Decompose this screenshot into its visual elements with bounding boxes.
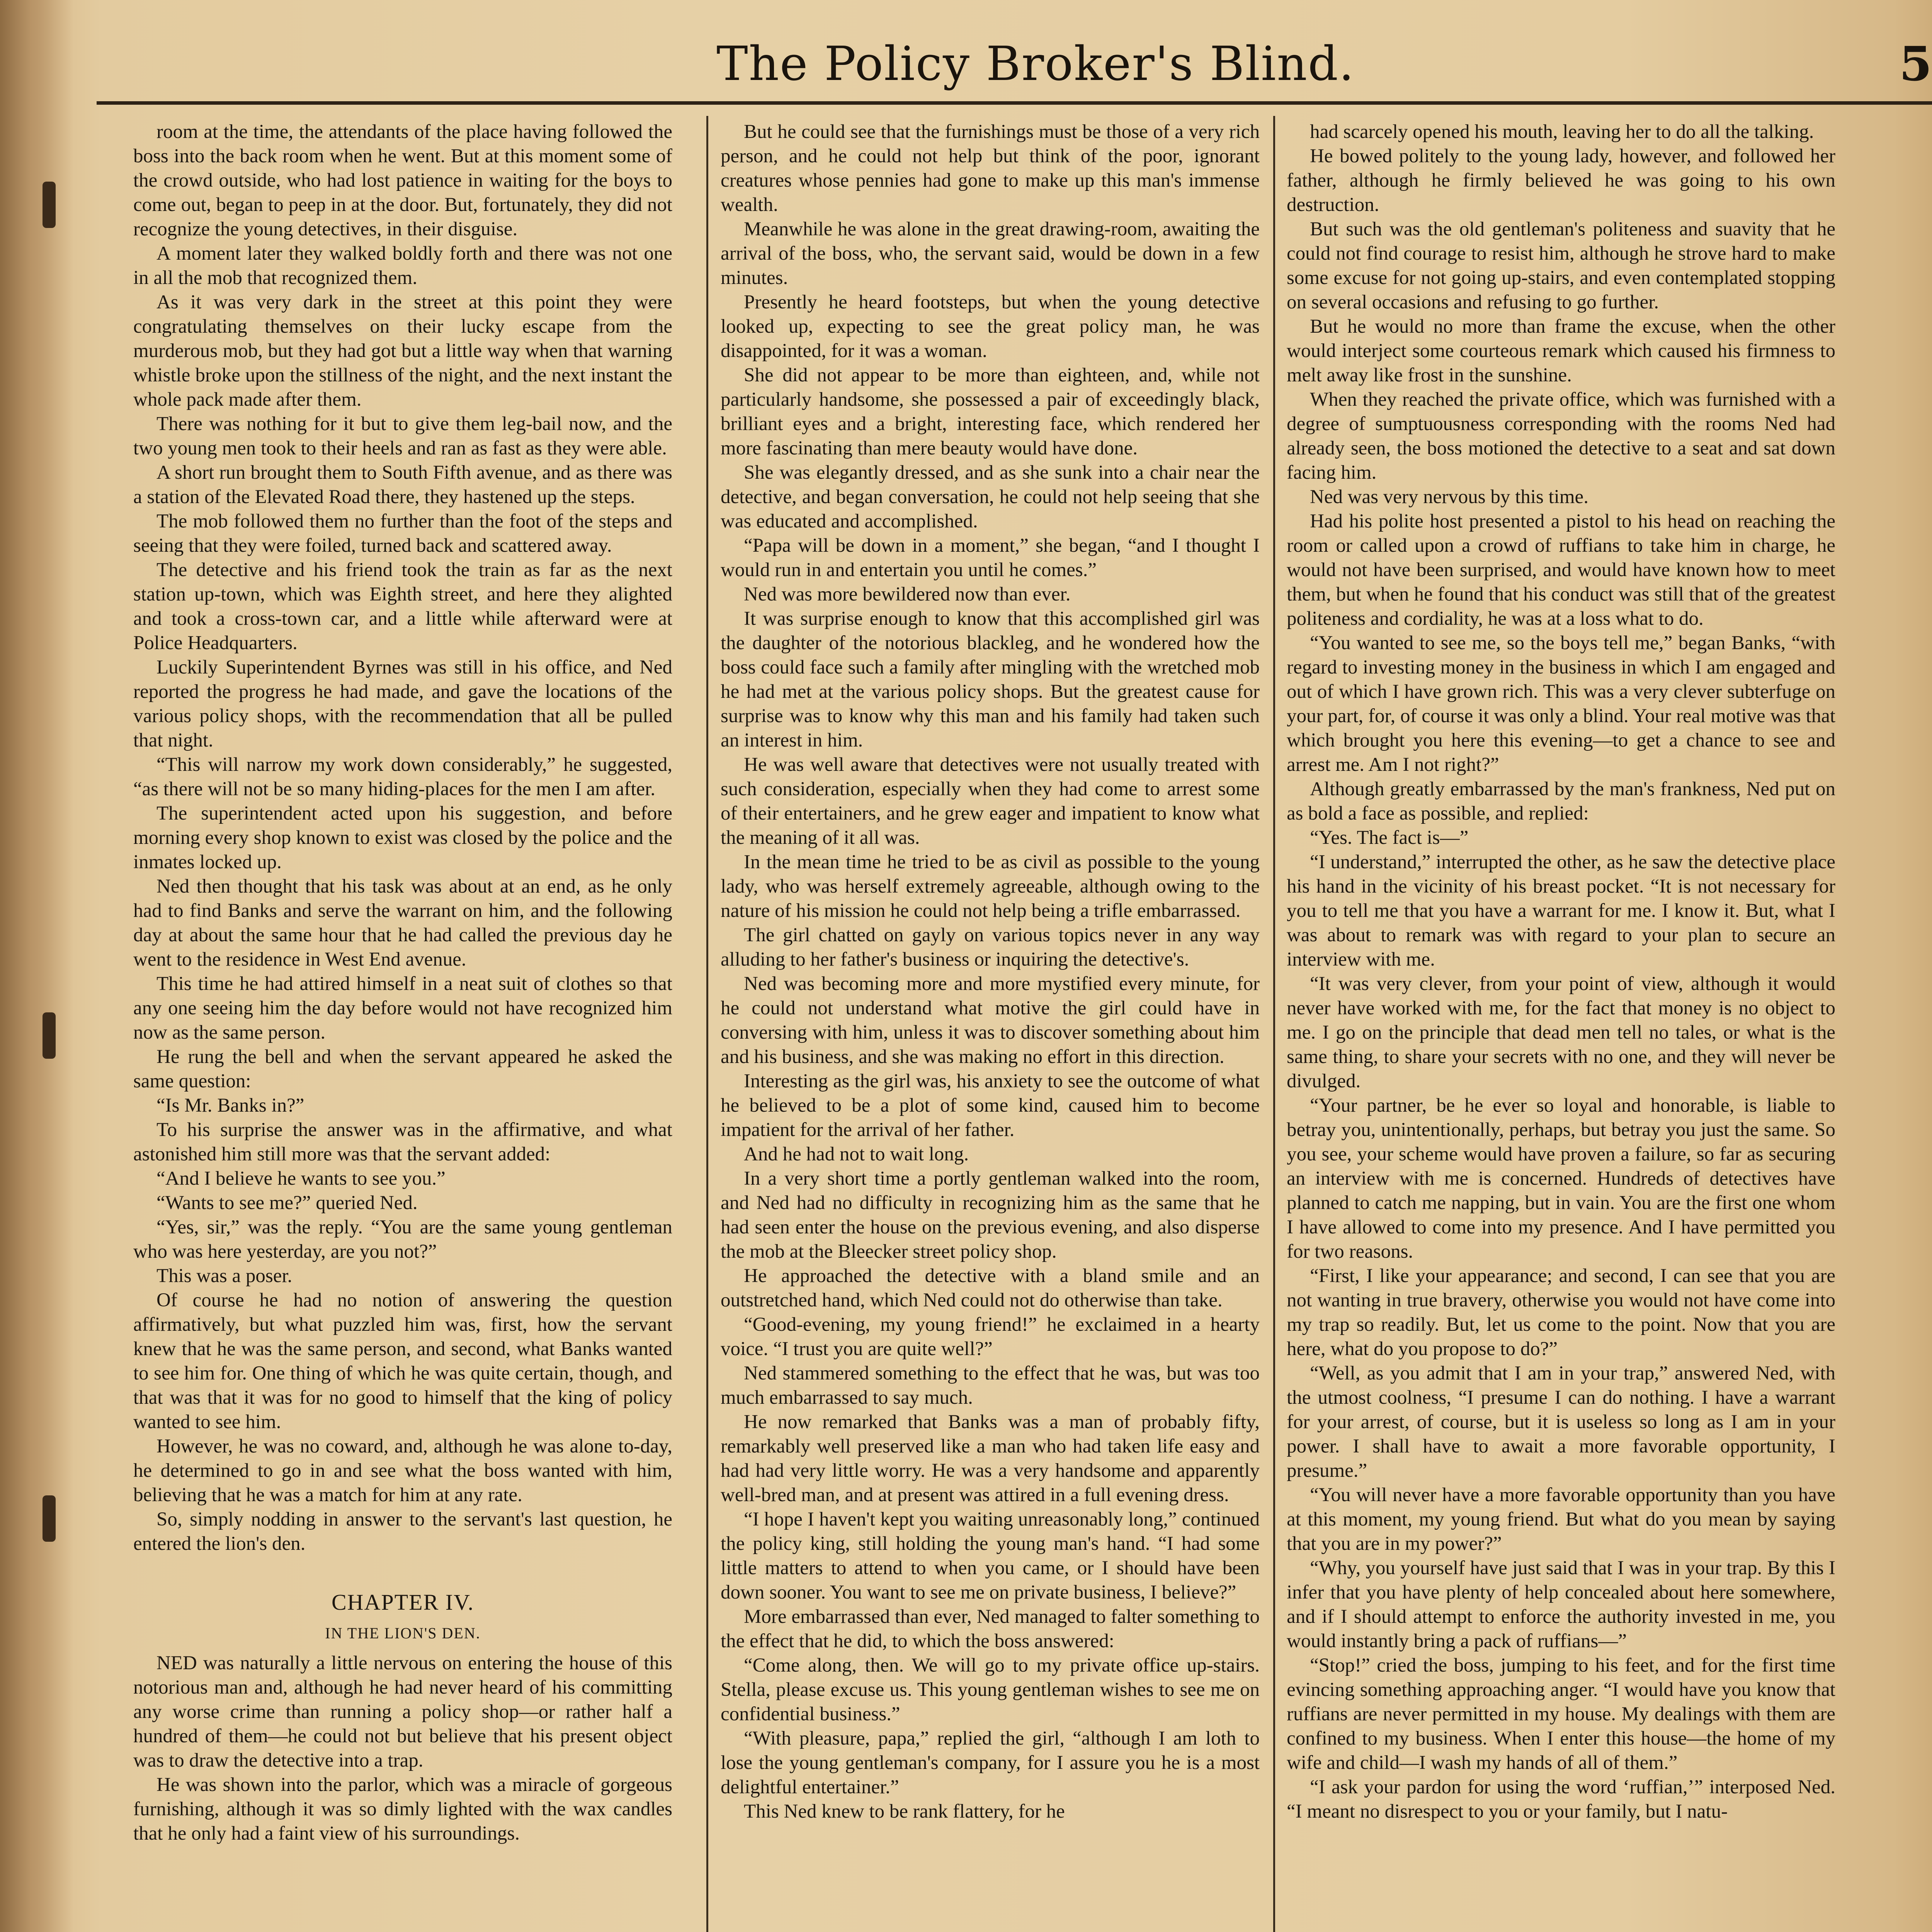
paragraph: Of course he had no notion of answering the question affirmatively, but what puzzled him was, first, how the servant knew that he was the same person, and second, what Banks wanted to see him for. One thing of which he was quite certain, though, and that was that it was for no good to himself that the king of policy wanted to see him. [133,1289,672,1433]
paragraph: To his surprise the answer was in the affirmative, and what astonished him still more was that the servant added: [133,1119,672,1165]
paragraph: So, simply nodding in answer to the servant's last question, he entered the lion's den. [133,1509,672,1554]
paragraph: Ned was more bewildered now than ever. [744,583,1071,605]
paragraph: He was shown into the parlor, which was a miracle of gorgeous furnishing, although it was so dimly lighted with the wax candles that he only had a faint view of his surroundings. [133,1774,672,1844]
paragraph: Luckily Superintendent Byrnes was still in his office, and Ned reported the progress he had made, and gave the locations of the various policy shops, with the recommendation that all be pulled that night. [133,656,672,751]
binding-stitch [43,182,56,228]
paragraph: “Papa will be down in a moment,” she began, “and I thought I would run in and entertain you until he comes.” [721,535,1260,581]
paragraph: The girl chatted on gayly on various topics never in any way alluding to her father's business or inquiring the detective's. [721,924,1260,970]
paragraph: A moment later they walked boldly forth and there was not one in all the mob that recognized them. [133,243,672,289]
paragraph: “Wants to see me?” queried Ned. [156,1192,418,1214]
paragraph: This Ned knew to be rank flattery, for he [744,1801,1065,1822]
chapter-heading: CHAPTER IV. [332,1590,474,1615]
paragraph: had scarcely opened his mouth, leaving her to do all the talking. [1310,121,1814,143]
column-divider [1273,116,1275,1932]
paragraph: The mob followed them no further than the foot of the steps and seeing that they were foiled, turned back and scattered away. [133,510,672,556]
paragraph: More embarrassed than ever, Ned managed to falter something to the effect that he did, to which the boss answered: [721,1606,1260,1652]
chapter-subheading: IN THE LION'S DEN. [325,1624,481,1642]
paragraph: It was surprise enough to know that this accomplished girl was the daughter of the notorious blackleg, and he wondered how the boss could face such a family after mingling with the wretched mob he had met at the various policy shops. But the greatest cause for surprise was to know why this man and his family had taken such an interest in him. [721,608,1260,751]
paragraph: “First, I like your appearance; and second, I can see that you are not wanting in true bravery, otherwise you would not have come into my trap so readily. But, let us come to the point. Now that you are here, what do you propose to do?” [1287,1265,1835,1360]
page-number: 5 [1899,36,1932,92]
header-rule [97,101,1932,105]
paragraph: “I hope I haven't kept you waiting unreasonably long,” continued the policy king, still holding the young man's hand. “I had some little matters to attend to when you came, or I should have been down sooner. You want to see me on private business, I believe?” [721,1509,1260,1603]
paragraph: “And I believe he wants to see you.” [156,1168,446,1189]
paragraph: “Yes. The fact is—” [1310,827,1469,849]
paragraph: As it was very dark in the street at this point they were congratulating themselves on their lucky escape from the murderous mob, but they had got but a little way when that warning whistle broke upon the stillness of the night, and the next instant the whole pack made after them. [133,291,672,410]
paragraph: This was a poser. [156,1265,293,1287]
paragraph: “It was very clever, from your point of view, although it would never have worked with me, for the fact that money is no object to me. I go on the principle that dead men tell no tales, or what is the same thing, to share your secrets with no one, and they will never be divulged. [1287,973,1835,1092]
paragraph: A short run brought them to South Fifth avenue, and as there was a station of the Elevated Road there, they hastened up the steps. [133,462,672,508]
paragraph: He was well aware that detectives were not usually treated with such consideration, especially when they had come to arrest some of their entertainers, and he grew eager and impatient to know what the meaning of it all was. [721,754,1260,849]
page-header [97,35,1932,93]
paragraph: This time he had attired himself in a neat suit of clothes so that any one seeing him the day before would not have recognized him now as the same person. [133,973,672,1043]
paragraph: He rung the bell and when the servant appeared he asked the same question: [133,1046,672,1092]
paragraph: The superintendent acted upon his suggestion, and before morning every shop known to exist was closed by the police and the inmates locked up. [133,803,672,873]
binding-stitch [43,1495,56,1542]
paragraph: Although greatly embarrassed by the man's frankness, Ned put on as bold a face as possible, and replied: [1287,778,1835,824]
paragraph: “Stop!” cried the boss, jumping to his feet, and for the first time evincing something approaching anger. “I would have you know that ruffians are never permitted in my house. My dealings with them are confined to my business. When I enter this house—the home of my wife and child—I wash my hands of all of them.” [1287,1655,1835,1774]
paragraph: But such was the old gentleman's politeness and suavity that he could not find courage to resist him, although he strove hard to make some excuse for not going up-stairs, and even contemplated stopping on several occasions and refusing to go further. [1287,218,1835,313]
paragraph: “Yes, sir,” was the reply. “You are the same young gentleman who was here yesterday, are you not?” [133,1216,672,1262]
binding-stitch [43,1012,56,1059]
paragraph: Had his polite host presented a pistol to his head on reaching the room or called upon a crowd of ruffians to take him in charge, he would not have been surprised, and would have known how to meet them, but when he found that his conduct was still that of the greatest politeness and cordiality, he was at a loss what to do. [1287,510,1835,629]
paragraph: When they reached the private office, which was furnished with a degree of sumptuousness corresponding with the rooms Ned had already seen, the boss motioned the detective to a seat and sat down facing him. [1287,389,1835,483]
paragraph: Meanwhile he was alone in the great drawing-room, awaiting the arrival of the boss, who, the servant said, would be down in a few minutes. [721,218,1260,289]
paragraph: “This will narrow my work down considerably,” he suggested, “as there will not be so many hiding-places for the men I am after. [133,754,672,800]
paragraph: “Good-evening, my young friend!” he exclaimed in a hearty voice. “I trust you are quite well?” [721,1314,1260,1360]
paragraph: And he had not to wait long. [744,1143,969,1165]
paragraph: He now remarked that Banks was a man of probably fifty, remarkably well preserved like a man who had taken life easy and had had very little worry. He was a very handsome and apparently well-bred man, and at present was attired in a full evening dress. [721,1411,1260,1506]
paragraph: The detective and his friend took the train as far as the next station up-town, which was Eighth street, and here they alighted and took a cross-town car, and a little while afterward were at Police Headquarters. [133,559,672,654]
paragraph: She was elegantly dressed, and as she sunk into a chair near the detective, and began conversation, he could not help seeing that she was educated and accomplished. [721,462,1260,532]
text-column-3 [1287,120,1835,1932]
paragraph: Ned was very nervous by this time. [1310,486,1588,508]
paragraph: In a very short time a portly gentleman walked into the room, and Ned had no difficulty in recognizing him as the same that he had seen enter the house on the previous evening, and also disperse the mob at the Bleecker street policy shop. [721,1168,1260,1262]
paragraph: But he would no more than frame the excuse, when the other would interject some courteous remark which caused his firmness to melt away like frost in the sunshine. [1287,316,1835,386]
paragraph: Ned then thought that his task was about at an end, as he only had to find Banks and serve the warrant on him, and the following day at about the same hour that he had called the previous day he went to the residence in West End avenue. [133,876,672,970]
paragraph: There was nothing for it but to give them leg-bail now, and the two young men took to their heels and ran as fast as they were able. [133,413,672,459]
paragraph: He bowed politely to the young lady, however, and followed her father, although he firmly believed he was going to his own destruction. [1287,145,1835,216]
running-title: The Policy Broker's Blind. [716,36,1355,91]
paragraph: However, he was no coward, and, although he was alone to-day, he determined to go in and see what the boss wanted with him, believing that he was a match for him at any rate. [133,1435,672,1506]
paragraph: “I understand,” interrupted the other, as he saw the detective place his hand in the vicinity of his breast pocket. “It is not necessary for you to tell me that you have a warrant for me. I know it. But, what I was about to remark was with regard to your plan to secure an interview with me. [1287,851,1835,970]
paragraph: “Come along, then. We will go to my private office up-stairs. Stella, please excuse us. This young gentleman wishes to see me on confidential business.” [721,1655,1260,1725]
paragraph: Interesting as the girl was, his anxiety to see the outcome of what he believed to be a plot of some kind, caused him to become impatient for the arrival of her father. [721,1070,1260,1141]
paragraph: But he could see that the furnishings must be those of a very rich person, and he could not help but think of the poor, ignorant creatures whose pennies had gone to make up this man's immense wealth. [721,121,1260,216]
paragraph: Ned was becoming more and more mystified every minute, for he could not understand what motive the girl could have in conversing with him, unless it was to discover something about him and his business, and she was making no effort in this direction. [721,973,1260,1068]
page-binding-edge [0,0,73,1932]
paragraph: He approached the detective with a bland smile and an outstretched hand, which Ned could not do otherwise than take. [721,1265,1260,1311]
paragraph: “You wanted to see me, so the boys tell me,” began Banks, “with regard to investing money in the business in which I am engaged and out of which I have grown rich. This was a very clever subterfuge on your part, for, of course it was only a blind. Your real motive was that which brought you here this evening—to get a chance to see and arrest me. Am I not right?” [1287,632,1835,776]
paragraph: “With pleasure, papa,” replied the girl, “although I am loth to lose the young gentleman's company, for I assure you he is a most delightful entertainer.” [721,1728,1260,1798]
paragraph: Presently he heard footsteps, but when the young detective looked up, expecting to see the great policy man, he was disappointed, for it was a woman. [721,291,1260,362]
column-divider [706,116,708,1932]
paragraph: In the mean time he tried to be as civil as possible to the young lady, who was herself extremely agreeable, although owing to the nature of his mission he could not help being a trifle embarrassed. [721,851,1260,922]
paragraph: “I ask your pardon for using the word ‘ruffian,’” interposed Ned. “I meant no disrespect to you or your family, but I natu- [1287,1776,1835,1822]
paragraph: Ned stammered something to the effect that he was, but was too much embarrassed to say much. [721,1362,1260,1408]
paragraph: NED was naturally a little nervous on entering the house of this notorious man and, although he had never heard of his committing any worse crime than running a policy shop—or rather half a hundred of them—he could not but believe that his present object was to draw the detective into a trap. [133,1652,672,1771]
paragraph: “Why, you yourself have just said that I was in your trap. By this I infer that you have plenty of help concealed about here somewhere, and if I should attempt to enforce the authority invested in me, you would instantly bring a pack of ruffians—” [1287,1557,1835,1652]
paragraph: “Your partner, be he ever so loyal and honorable, is liable to betray you, unintentionally, perhaps, but betray you just the same. So you see, your scheme would have proven a failure, so far as securing an interview with me is concerned. Hundreds of detectives have planned to catch me napping, but in vain. You are the first one whom I have allowed to come into my presence. And I have permitted you for two reasons. [1287,1095,1835,1262]
paragraph: room at the time, the attendants of the place having followed the boss into the back room when he went. But at this moment some of the crowd outside, who had lost patience in waiting for the boys to come out, began to peep in at the door. But, fortunately, they did not recognize the young detectives, in their disguise. [133,121,672,240]
text-column-1 [133,120,672,1932]
paragraph: She did not appear to be more than eighteen, and, while not particularly handsome, she possessed a pair of exceedingly black, brilliant eyes and a bright, interesting face, which rendered her more fascinating than mere beauty would have done. [721,364,1260,459]
text-column-2 [721,120,1260,1932]
paragraph: “Well, as you admit that I am in your trap,” answered Ned, with the utmost coolness, “I presume I can do nothing. I have a warrant for your arrest, of course, but it is useless so long as I am in your power. I shall have to await a more favorable opportunity, I presume.” [1287,1362,1835,1481]
paragraph: “You will never have a more favorable opportunity than you have at this moment, my young friend. But what do you mean by saying that you are in my power?” [1287,1484,1835,1554]
paragraph: “Is Mr. Banks in?” [156,1095,304,1116]
